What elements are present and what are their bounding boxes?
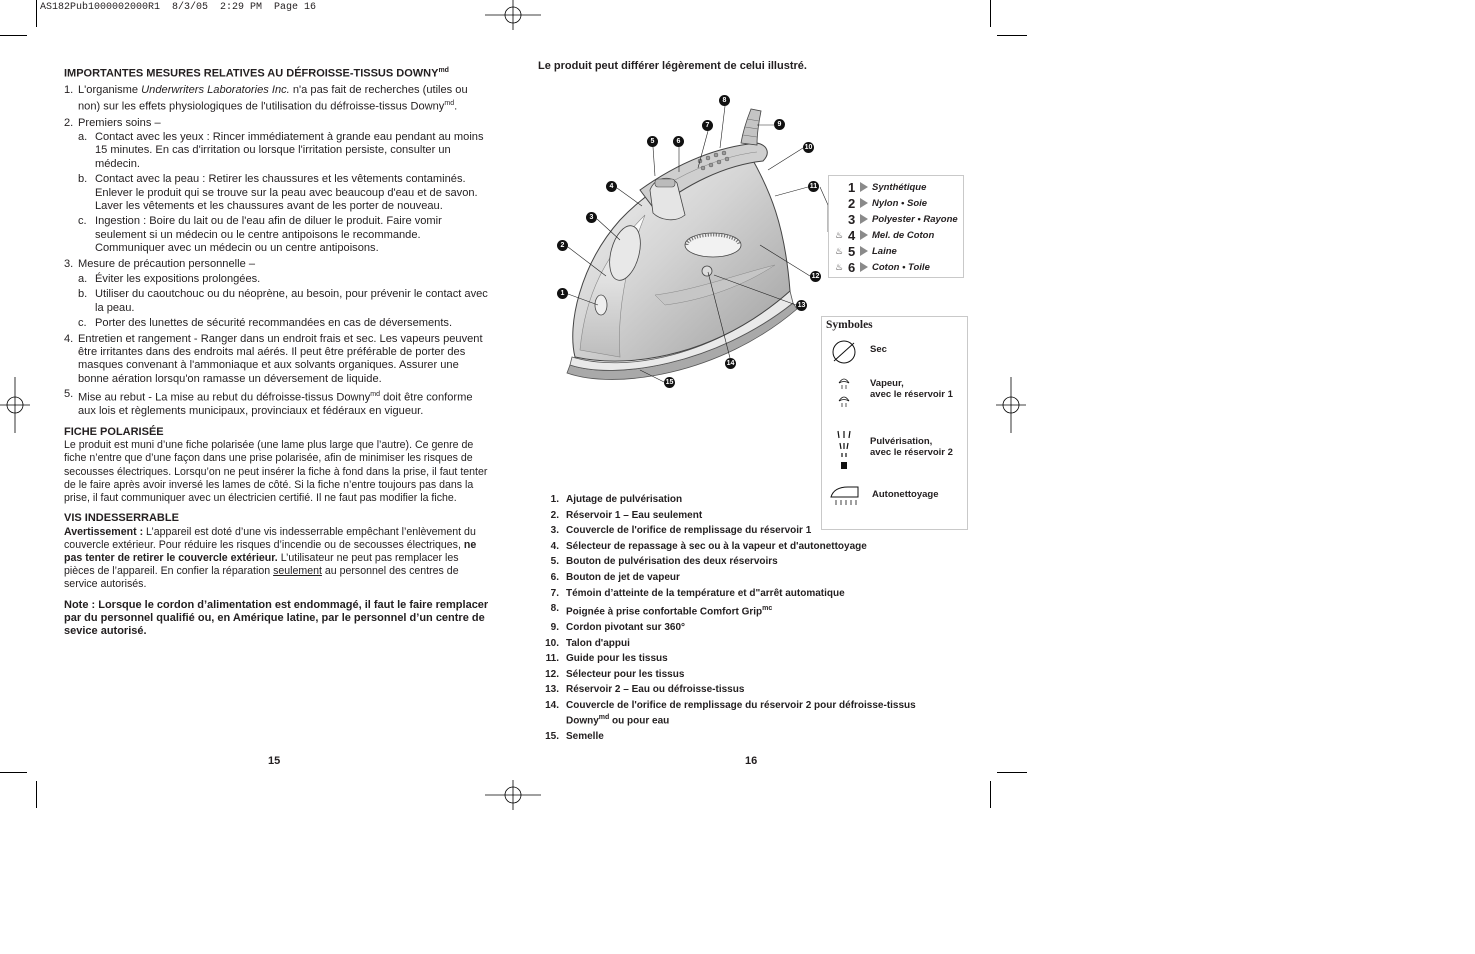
steam-icon: ♨ xyxy=(835,229,844,240)
illustration-caption: Le produit peut différer légèrement de celui illustré. xyxy=(538,60,807,72)
symbols-title: Symboles xyxy=(826,319,873,331)
callout-6: 6 xyxy=(673,136,684,147)
note-paragraph: Note : Lorsque le cordon d’alimentation est endommagé, il faut le faire remplacer par du personnel qualifié ou, en Amérique latine, par le personnel d’un centre de sevice autorisé. xyxy=(64,598,489,638)
callout-15: 15 xyxy=(665,379,674,386)
fabric-row xyxy=(835,243,963,259)
arrow-right-icon xyxy=(860,182,868,192)
parts-list-item: 9. Cordon pivotant sur 360° xyxy=(550,622,686,634)
sub-list-item: b. Utiliser du caoutchouc ou du néoprène, au besoin, pour prévenir le contact avec la peau. xyxy=(78,288,488,314)
sub-list-item: c. Porter des lunettes de sécurité recommandées en cas de déversements. xyxy=(78,317,453,330)
sub-list-item: a. Contact avec les yeux : Rincer immédiatement à grande eau pendant au moins 15 minutes. En cas d'irritation ou lorsque l'irritation persiste, consulter un médecin. xyxy=(78,130,484,170)
callout-13: 13 xyxy=(797,302,806,309)
symbol-label-autonettoyage: Autonettoyage xyxy=(872,489,939,500)
fabric-row xyxy=(835,259,963,275)
fabric-guide-panel xyxy=(828,175,964,278)
parts-list-item: 5. Bouton de pulvérisation des deux réservoirs xyxy=(550,556,778,568)
fabric-label: Coton • Toile xyxy=(872,261,930,273)
parts-list-item: 13. Réservoir 2 – Eau ou défroisse-tissus xyxy=(545,684,745,696)
callout-14: 14 xyxy=(726,360,735,367)
parts-list-item: 8. Poignée à prise confortable Comfort Grip$^{mc}$ xyxy=(550,603,773,618)
callout-1: 1 xyxy=(557,288,568,299)
steam-icon: ♨ xyxy=(835,245,844,256)
fabric-label: Laine xyxy=(872,245,897,257)
fabric-number: 6 xyxy=(848,259,856,275)
callout-3: 3 xyxy=(586,212,597,223)
list-item: 5. Mise au rebut - La mise au rebut du défroisse-tissus Downy$^{md}$ doit être conforme aux lois et règlements municipaux, provinciaux et fédéraux en vigueur. xyxy=(64,388,473,418)
fiche-paragraph: Le produit est muni d’une fiche polarisée (une lame plus large que l’autre). Ce genre de fiche n’entre que d’une façon dans une prise polarisée, afin de minimiser les risques de secousses électriques. Lorsqu’on ne peut insérer la fiche à fond dans la prise, il faut tenter de le faire après avoir inversé les lames de côté. Si la fiche n’entre toujours pas dans la prise, il faut communiquer avec un électricien certifié. Il ne faut pas modifier la fiche. xyxy=(64,439,488,504)
sub-list-item: a. Éviter les expositions prolongées. xyxy=(78,273,261,286)
fabric-number: 4 xyxy=(848,227,856,243)
parts-list-item: 4. Sélecteur de repassage à sec ou à la vapeur et d'autonettoyage xyxy=(550,540,867,552)
callout-10: 10 xyxy=(804,144,813,151)
page-number-right: 16 xyxy=(745,755,758,767)
fabric-row xyxy=(835,179,963,195)
parts-list-item: 6. Bouton de jet de vapeur xyxy=(550,571,680,583)
section-heading-fiche: FICHE POLARISÉE xyxy=(64,425,164,438)
parts-list-item: 1. Ajutage de pulvérisation xyxy=(550,494,683,505)
fabric-label: Nylon • Soie xyxy=(872,197,928,209)
arrow-right-icon xyxy=(860,214,868,224)
parts-list-item: 10. Talon d'appui xyxy=(545,637,630,649)
arrow-right-icon xyxy=(860,230,868,240)
callout-4: 4 xyxy=(606,181,617,192)
callout-7: 7 xyxy=(702,120,713,131)
callout-8: 8 xyxy=(719,95,730,106)
sub-list-item: c. Ingestion : Boire du lait ou de l'eau afin de diluer le produit. Faire vomir seulement si un médecin ou le centre antipoisons le recommande. Communiquer avec un médecin ou un centre antipoisons. xyxy=(78,215,442,255)
arrow-right-icon xyxy=(860,198,868,208)
symbol-label-sec: Sec xyxy=(870,344,887,355)
print-slug: AS182Pub1000002000R1 8/3/05 2:29 PM Page 16 xyxy=(40,2,317,13)
callout-2: 2 xyxy=(557,240,568,251)
parts-list-item: 15. Semelle xyxy=(545,730,604,742)
page-number-left: 15 xyxy=(268,755,281,767)
parts-list-item: 11. Guide pour les tissus xyxy=(545,653,668,665)
fabric-row xyxy=(835,211,963,227)
steam-symbol-icon xyxy=(836,375,852,411)
fabric-label: Polyester • Rayone xyxy=(872,213,958,225)
parts-list-item: 12. Sélecteur pour les tissus xyxy=(545,668,685,680)
vis-paragraph: Avertissement : L’appareil est doté d’une vis indesserrable empêchant l’enlèvement du couvercle extérieur. Pour réduire les risques d’incendie ou de secousses électriques, ne pas tenter de retirer le couvercle extérieur. L’utilisateur ne peut pas remplacer les pièces de l’appareil. En confier la réparation seulement au personnel des centres de service autorisés. xyxy=(64,525,477,591)
parts-list-item: 14. Couvercle de l'orifice de remplissage du réservoir 2 pour défroisse-tissus Downy$^{md}$ ou pour eau xyxy=(545,700,916,727)
fabric-label: Synthétique xyxy=(872,181,927,193)
fabric-number: 2 xyxy=(848,195,856,211)
symbol-label-vapeur: Vapeur, avec le réservoir 1 xyxy=(870,378,953,400)
dry-symbol-icon xyxy=(830,339,858,365)
fabric-number: 1 xyxy=(848,179,856,195)
parts-list-item: 7. Témoin d’atteinte de la température et d"arrêt automatique xyxy=(550,587,845,599)
callout-12: 12 xyxy=(811,273,820,280)
spray-symbol-icon xyxy=(835,429,855,471)
callout-5: 5 xyxy=(647,136,658,147)
fabric-number: 3 xyxy=(848,211,856,227)
parts-list-item: 2. Réservoir 1 – Eau seulement xyxy=(550,509,703,521)
steam-icon: ♨ xyxy=(835,261,844,272)
section-heading-vis: VIS INDESSERRABLE xyxy=(64,512,179,525)
list-item: 1. L'organisme Underwriters Laboratories Inc. n'a pas fait de recherches (utiles ou non) sur les effets physiologiques de l'utilisation du défroisse-tissus Downy$^{md}$. xyxy=(64,84,468,114)
arrow-right-icon xyxy=(860,246,868,256)
arrow-right-icon xyxy=(860,262,868,272)
sub-list-item: b. Contact avec la peau : Retirer les chaussures et les vêtements contaminés. Enlever le produit qui se trouve sur la peau avec beaucoup d'eau et de savon. Laver les vêtements et les chaussures avant de les porter de nouveau. xyxy=(78,173,478,212)
callout-11: 11 xyxy=(809,183,818,190)
fabric-label: Mel. de Coton xyxy=(872,229,935,241)
fabric-row xyxy=(835,227,963,243)
fabric-number: 5 xyxy=(848,243,856,259)
list-item: 4. Entretien et rangement - Ranger dans un endroit frais et sec. Les vapeurs peuvent être irritantes dans des endroits mal aérés. Il peut être préférable de porter des masques convenant à l'ammoniaque et aux solvants organiques. Assurer une bonne aération lorsqu'on ramasse un déversement de liquide. xyxy=(64,332,483,385)
symbol-label-pulverisation: Pulvérisation, avec le réservoir 2 xyxy=(870,436,953,458)
fabric-row xyxy=(835,195,963,211)
parts-list xyxy=(540,494,960,747)
section-heading-downy: IMPORTANTES MESURES RELATIVES AU DÉFROISSE-TISSUS $DOWNY^{md}$ xyxy=(64,67,449,80)
list-item: 3. Mesure de précaution personnelle – xyxy=(64,257,255,270)
parts-list-item: 3. Couvercle de l'orifice de remplissage du réservoir 1 xyxy=(550,525,812,537)
callout-9: 9 xyxy=(774,119,785,130)
list-item: 2. Premiers soins – xyxy=(64,116,161,129)
